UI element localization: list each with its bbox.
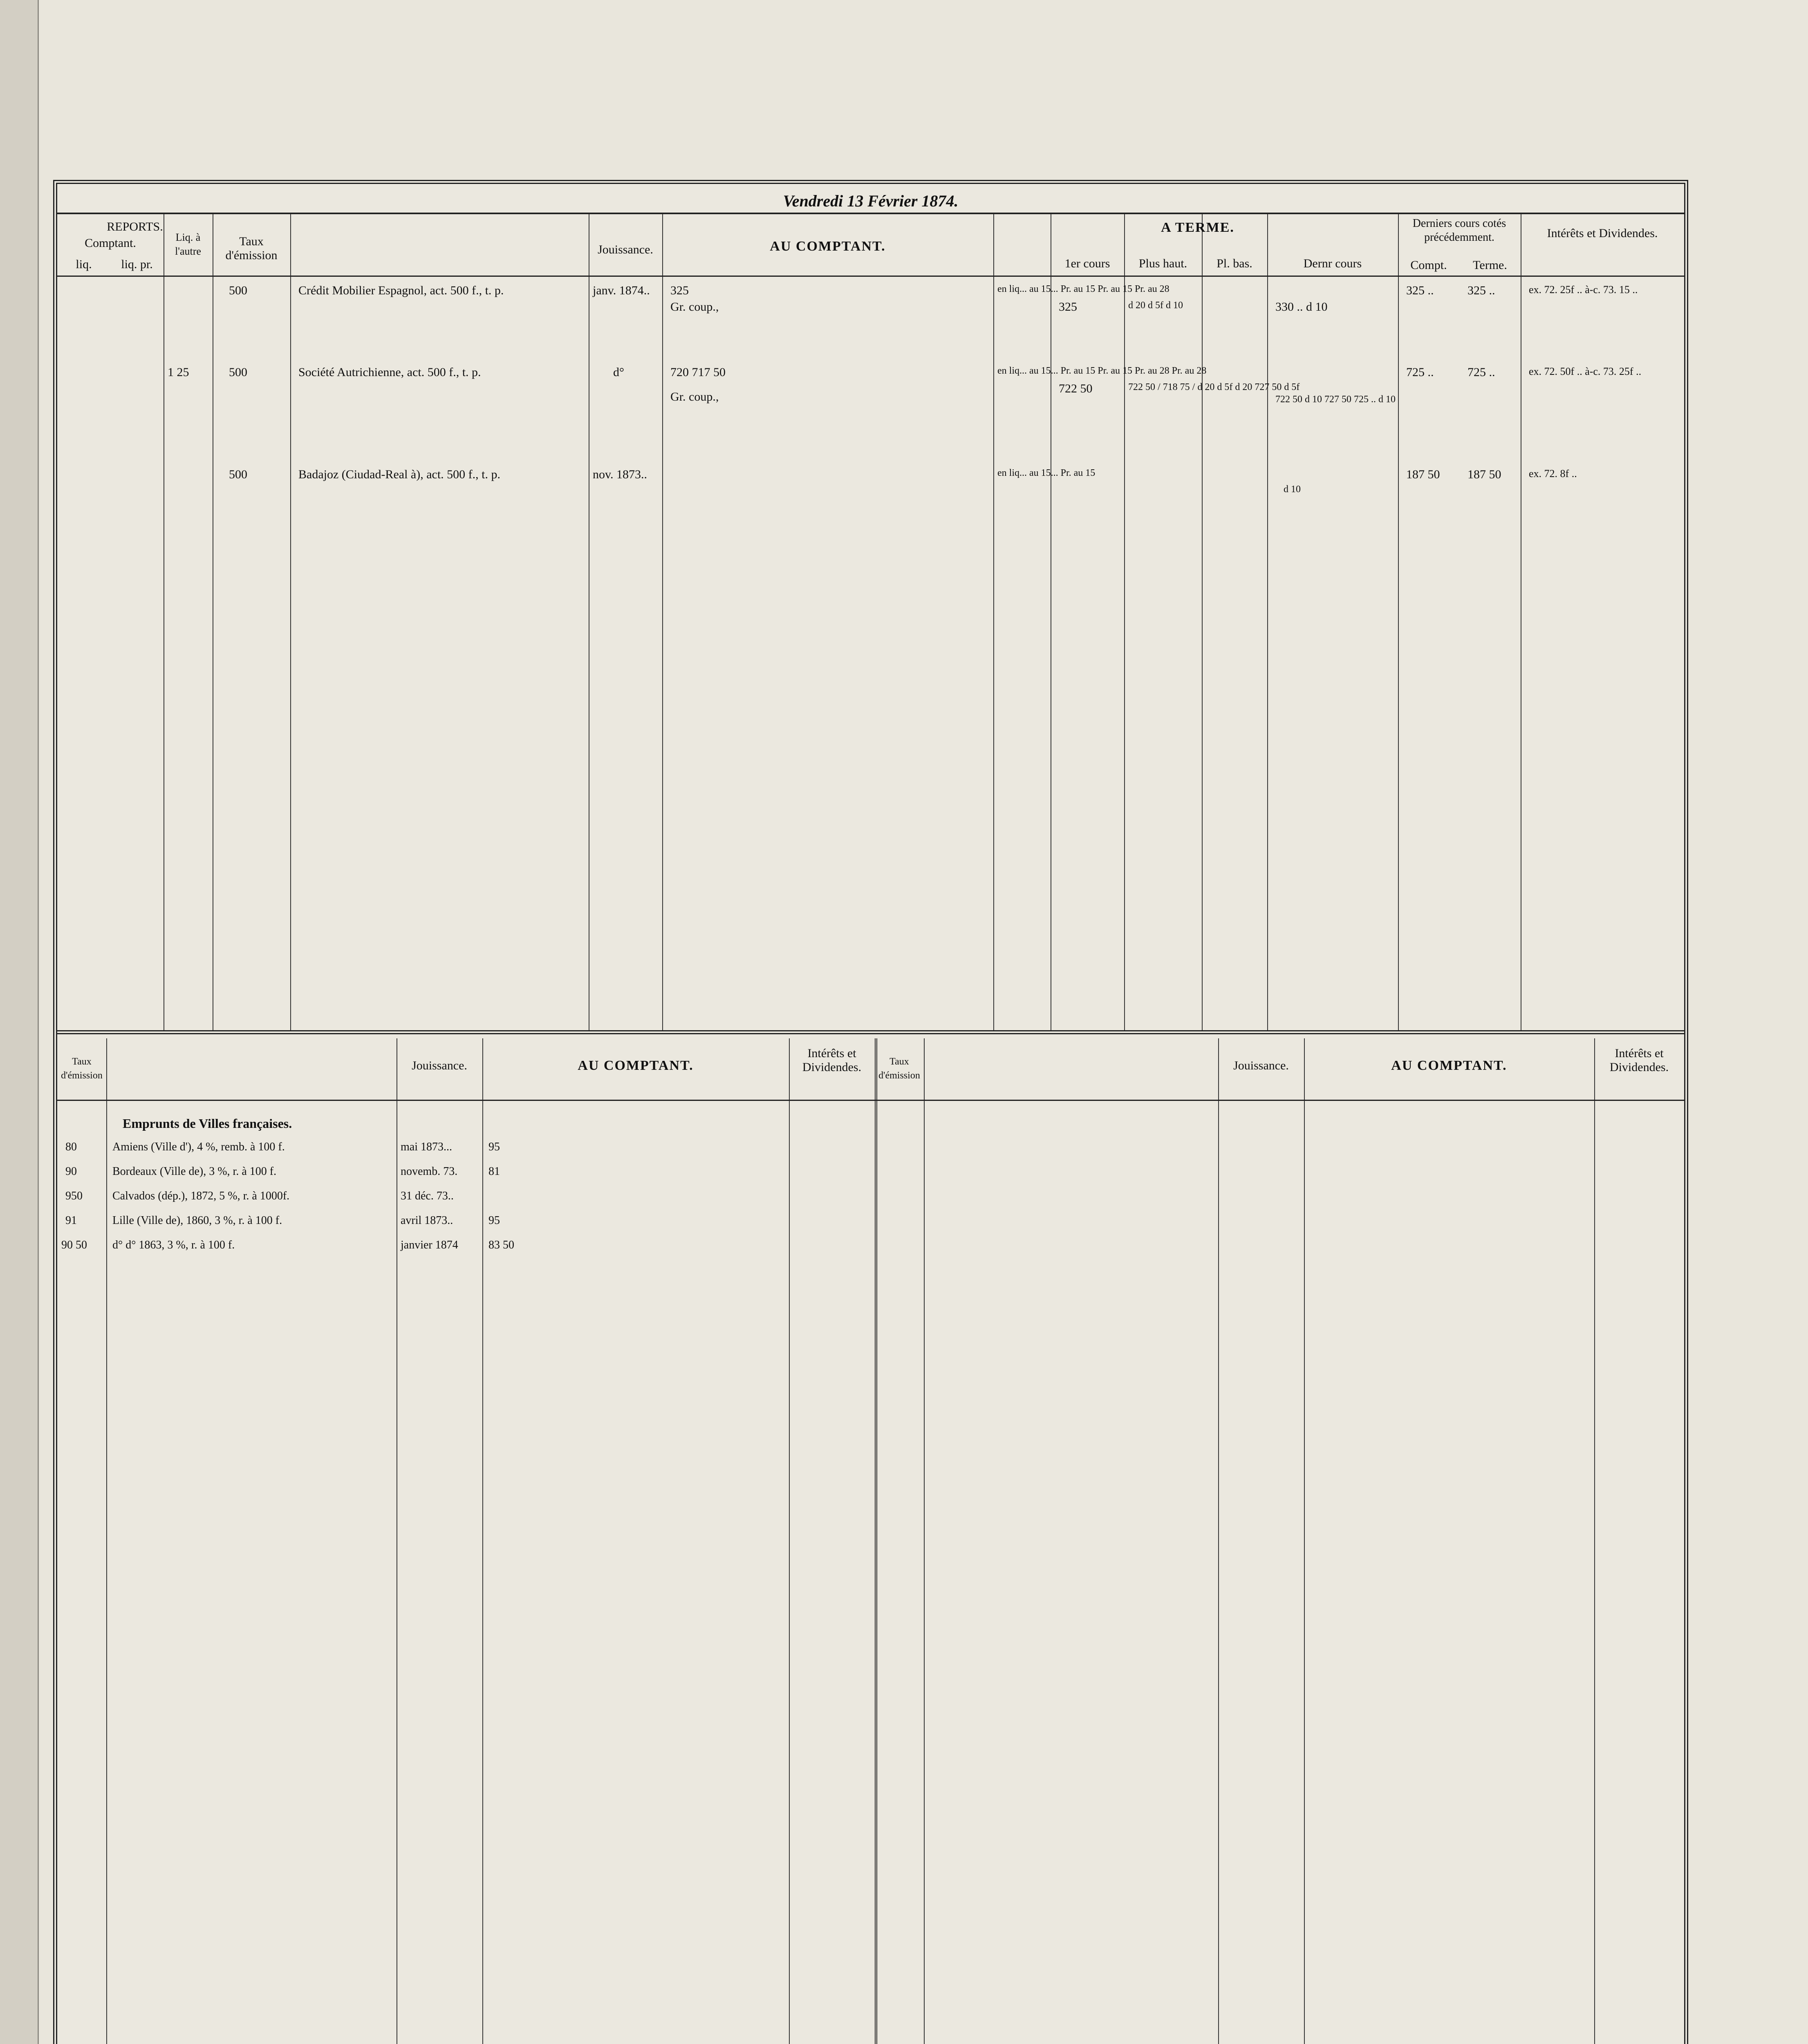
jouissance-cell: mai 1873... [401,1141,452,1153]
jouissance-cell: nov. 1873.. [593,468,647,481]
terme-cell: en liq... au 15... Pr. au 15 Pr. au 15 Pr. au 28 [997,284,1169,294]
au-comptant-header: AU COMPTANT. [578,1058,694,1073]
jouissance-cell: janv. 1874.. [593,284,650,297]
section-title: Emprunts de Villes françaises. [123,1116,292,1131]
comptant-cell: 325 [670,284,689,297]
comptant-cell: 95 [488,1141,500,1153]
compt-cell: 187 50 [1406,468,1440,481]
premier-cell: 722 50 [1059,382,1093,395]
col-rule [1218,1038,1219,2044]
comptant-cell: 81 [488,1165,500,1178]
jouissance-cell: avril 1873.. [401,1214,453,1227]
taux-cell: 950 [65,1190,83,1202]
interets-header: Intérêts et Dividendes. [1547,226,1658,240]
terme-cell: en liq... au 15... Pr. au 15 [997,468,1096,478]
reports-header: REPORTS. [107,220,163,233]
dernier-cours-header: Dernr cours [1303,257,1362,270]
col-rule [290,214,291,1030]
col-rule [924,1038,925,2044]
col-rule [993,214,994,1030]
table-row [57,365,1684,406]
table-row [57,1214,875,1239]
derniers-cours-header: Derniers cours cotés précédemment. [1412,217,1506,244]
taux-cell: 500 [229,365,247,379]
interets-cell: ex. 72. 25f .. à-c. 73. 15 .. [1529,284,1638,296]
table-row [57,468,1684,509]
a-terme-header: A TERME. [1161,220,1234,235]
security-name: Lille (Ville de), 1860, 3 %, r. à 100 f. [112,1214,282,1227]
bourse-sheet [53,180,1688,2044]
taux-header: Taux d'émission [61,1056,103,1081]
jouissance-cell: janvier 1874 [401,1239,458,1251]
quotes-cell: 722 50 / 718 75 / d 20 d 5f d 20 727 50 d 5f [1128,382,1300,392]
compt-header: Compt. [1410,258,1447,272]
au-comptant-header: AU COMPTANT. [1391,1058,1507,1073]
col-rule [1124,214,1125,1030]
security-name: Badajoz (Ciudad-Real à), act. 500 f., t. p. [298,468,501,481]
table-row [57,1190,875,1214]
liq-autre-header: Liq. à l'autre [175,231,201,257]
plus-bas-header: Pl. bas. [1217,257,1252,270]
liq-header: liq. [76,258,92,271]
quotes-cell: d 10 [1284,484,1301,495]
term-cell: 325 .. [1467,284,1495,297]
plus-haut-header: Plus haut. [1138,257,1187,270]
reports-cell: 1 25 [168,365,189,379]
jouissance-cell: novemb. 73. [401,1165,458,1178]
taux-cell: 90 [65,1165,77,1178]
taux-cell: 91 [65,1214,77,1227]
compt-cell: 325 .. [1406,284,1434,297]
jouissance-cell: 31 déc. 73.. [401,1190,454,1202]
jouissance-cell: d° [613,365,624,379]
upper-table [57,213,1684,1034]
lower-table [57,1038,1684,2044]
jouissance-header: Jouissance. [598,243,653,256]
col-rule [1202,214,1203,1030]
terme-cell: en liq... au 15... Pr. au 15 Pr. au 15 Pr. au 28 Pr. au 28 [997,365,1207,376]
interets-cell: ex. 72. 8f .. [1529,468,1577,480]
jouissance-header: Jouissance. [412,1059,467,1072]
dernier-cell: 330 .. d 10 [1275,300,1328,314]
taux-header: Taux d'émission [225,235,278,262]
interets-header: Intérêts et Dividendes. [802,1047,862,1074]
col-rule [1304,1038,1305,2044]
quotes-cell: d 20 d 5f d 10 [1128,300,1183,311]
taux-cell: 500 [229,284,247,297]
taux-cell: 80 [65,1141,77,1153]
comptant-cell: 720 717 50 [670,365,726,379]
security-name: Bordeaux (Ville de), 3 %, r. à 100 f. [112,1165,277,1178]
interets-cell: ex. 72. 50f .. à-c. 73. 25f .. [1529,365,1642,377]
compt-cell: 725 .. [1406,365,1434,379]
col-rule [875,1038,877,2044]
table-row [57,1141,875,1165]
taux-cell: 500 [229,468,247,481]
au-comptant-header: AU COMPTANT. [770,239,886,254]
jouissance-header: Jouissance. [1233,1059,1289,1072]
interets-header: Intérêts et Dividendes. [1609,1047,1669,1074]
table-row [57,284,1684,325]
premier-cell: 325 [1059,300,1077,314]
term-cell: 187 50 [1467,468,1501,481]
comptant-cell: 95 [488,1214,500,1227]
taux-header: Taux d'émission [878,1056,920,1081]
comptant-cell: 83 50 [488,1239,514,1251]
security-name: Société Autrichienne, act. 500 f., t. p. [298,365,481,379]
security-name: Calvados (dép.), 1872, 5 %, r. à 1000f. [112,1190,290,1202]
taux-cell: 90 50 [61,1239,87,1251]
header-rule [57,276,1684,277]
header-rule [57,1100,1684,1101]
security-name: Amiens (Ville d'), 4 %, remb. à 100 f. [112,1141,285,1153]
security-name: Crédit Mobilier Espagnol, act. 500 f., t. p. [298,284,504,297]
terme-header: Terme. [1473,258,1507,272]
col-rule [1267,214,1268,1030]
premier-cours-header: 1er cours [1064,257,1110,270]
col-rule [662,214,663,1030]
page-title: Vendredi 13 Février 1874. [783,192,959,210]
adjacent-page-edge [0,0,39,2044]
table-row [57,1239,875,1263]
coupon-cell: Gr. coup., [670,300,719,314]
col-rule [1594,1038,1595,2044]
dernier-cell: 722 50 d 10 727 50 725 .. d 10 [1275,394,1396,405]
term-cell: 725 .. [1467,365,1495,379]
table-row [57,1165,875,1190]
liq-pr-header: liq. pr. [121,258,153,271]
security-name: d° d° 1863, 3 %, r. à 100 f. [112,1239,235,1251]
coupon-cell: Gr. coup., [670,390,719,403]
col-rule [1398,214,1399,1030]
comptant-header: Comptant. [85,236,136,250]
